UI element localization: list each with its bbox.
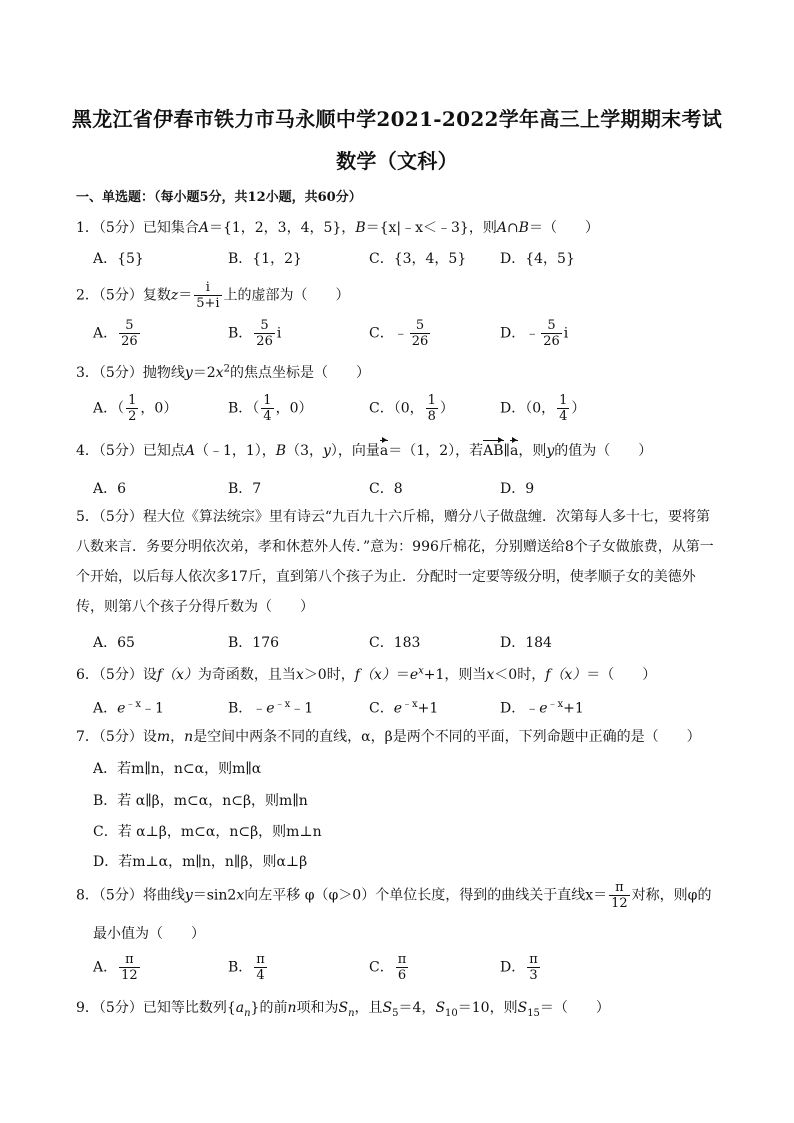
q4-option-d: D．9 bbox=[500, 481, 535, 497]
q3-option-b: B．（ $\frac{1}{4}$ ，0） bbox=[228, 393, 313, 424]
q1-option-d: D．{4，5} bbox=[500, 251, 575, 267]
q2-option-b: B． $\frac{5}{26}$ i bbox=[228, 318, 282, 349]
q2-option-c: C．﹣ $\frac{5}{26}$ bbox=[369, 318, 429, 349]
question-8-line-2: 最小值为（ ） bbox=[93, 926, 205, 942]
section-heading: 一、单选题：（每小题5分，共12小题，共60分） bbox=[76, 190, 362, 205]
question-3: 3．（5分）抛物线$y=2x^2$的焦点坐标是（ ） bbox=[76, 363, 370, 381]
question-8: 8．（5分）将曲线y＝sin2x向左平移 φ（φ＞0）个单位长度，得到的曲线关于直线x＝ $\frac{\pi}{12}$ 对称，则φ的 bbox=[76, 880, 712, 911]
q3-option-a: A．（ $\frac{1}{2}$ ，0） bbox=[93, 393, 178, 424]
q1-option-a: A．{5} bbox=[93, 251, 144, 267]
q3-option-c: C．（0， $\frac{1}{8}$ ） bbox=[369, 393, 454, 424]
q7-option-a: A．若m∥n，n⊂α，则m∥α bbox=[93, 761, 262, 777]
q4-option-a: A．6 bbox=[93, 481, 127, 497]
q6-option-c: C．$e^{﹣x}+1$ bbox=[369, 699, 439, 717]
q8-option-b: B． $\frac{\pi}{4}$ bbox=[228, 952, 265, 983]
q5-option-d: D．184 bbox=[500, 635, 552, 651]
question-2: 2．（5分）复数z＝ $\frac{i}{5+i}$ 上的虚部为（ ） bbox=[76, 280, 350, 311]
q8-option-d: D． $\frac{\pi}{3}$ bbox=[500, 952, 538, 983]
q1-option-c: C．{3，4，5} bbox=[369, 251, 467, 267]
q2-fraction: $\frac{i}{5+i}$ bbox=[196, 280, 220, 311]
q7-option-c: C．若 α⊥β，m⊂α，n⊂β，则m⊥n bbox=[93, 824, 322, 840]
q2-option-d: D．﹣ $\frac{5}{26}$ i bbox=[500, 318, 569, 349]
q5-option-b: B．176 bbox=[228, 635, 280, 651]
q1-option-b: B．{1，2} bbox=[228, 251, 302, 267]
q6-option-d: D．$﹣e^{﹣x}+1$ bbox=[500, 699, 584, 717]
q6-option-b: B．$﹣e^{﹣x}﹣1$ bbox=[228, 699, 314, 717]
q3-option-d: D．（0， $\frac{1}{4}$ ） bbox=[500, 393, 586, 424]
q8-option-a: A． $\frac{\pi}{12}$ bbox=[93, 952, 138, 983]
question-9: 9．（5分）已知等比数列$\{a_n\}$的前n项和为$S_n$，且$S_5=4$，$S_{10}=10$，则$S_{15}=$（ ） bbox=[76, 1000, 610, 1019]
q8-option-c: C． $\frac{\pi}{6}$ bbox=[369, 952, 407, 983]
q5-option-a: A．65 bbox=[93, 635, 135, 651]
q2-option-a: A． $\frac{5}{26}$ bbox=[93, 318, 138, 349]
question-5: 5．（5分）程大位《算法统宗》里有诗云“九百九十六斤棉，赠分八子做盘缠．次第每人多十七，要将第八数来言．务要分明依次弟，孝和休惹外人传．”意为：996斤棉花，分别赠送给8个子女做旅费，从第一个开始，以后每人依次多17斤，直到第八个孩子为止．分配时一定要等级分明，使孝顺子女的美德外传，则第八个孩子分得斤数为（ ） bbox=[76, 509, 714, 615]
q4-option-c: C．8 bbox=[369, 481, 403, 497]
question-7: 7．（5分）设m，n是空间中两条不同的直线，α，β是两个不同的平面，下列命题中正确的是（ ） bbox=[76, 729, 701, 745]
question-6: 6．（5分）设f（x）为奇函数，且当x＞0时，$f(x)=e^x+1$，则当x＜0时，f（x）＝（ ） bbox=[76, 665, 657, 683]
question-4: 4．（5分）已知点A（﹣1，1），B（3，y），向量a＝（1，2），若AB∥a，则y的值为（ ） bbox=[76, 443, 653, 459]
q5-option-c: C．183 bbox=[369, 635, 421, 651]
q4-option-b: B．7 bbox=[228, 481, 262, 497]
q7-option-d: D．若m⊥α，m∥n，n∥β，则α⊥β bbox=[93, 854, 308, 870]
exam-title: 黑龙江省伊春市铁力市马永顺中学2021-2022学年高三上学期期末考试 bbox=[71, 107, 723, 131]
q7-option-b: B．若 α∥β，m⊂α，n⊂β，则m∥n bbox=[93, 793, 308, 809]
question-1: 1．（5分）已知集合A＝{1，2，3，4，5}，B＝{x|﹣x＜﹣3}，则A∩B＝（ ） bbox=[76, 220, 599, 236]
exam-subtitle: 数学（文科） bbox=[336, 149, 458, 173]
q6-option-a: A．$e^{﹣x}﹣1$ bbox=[93, 699, 164, 717]
